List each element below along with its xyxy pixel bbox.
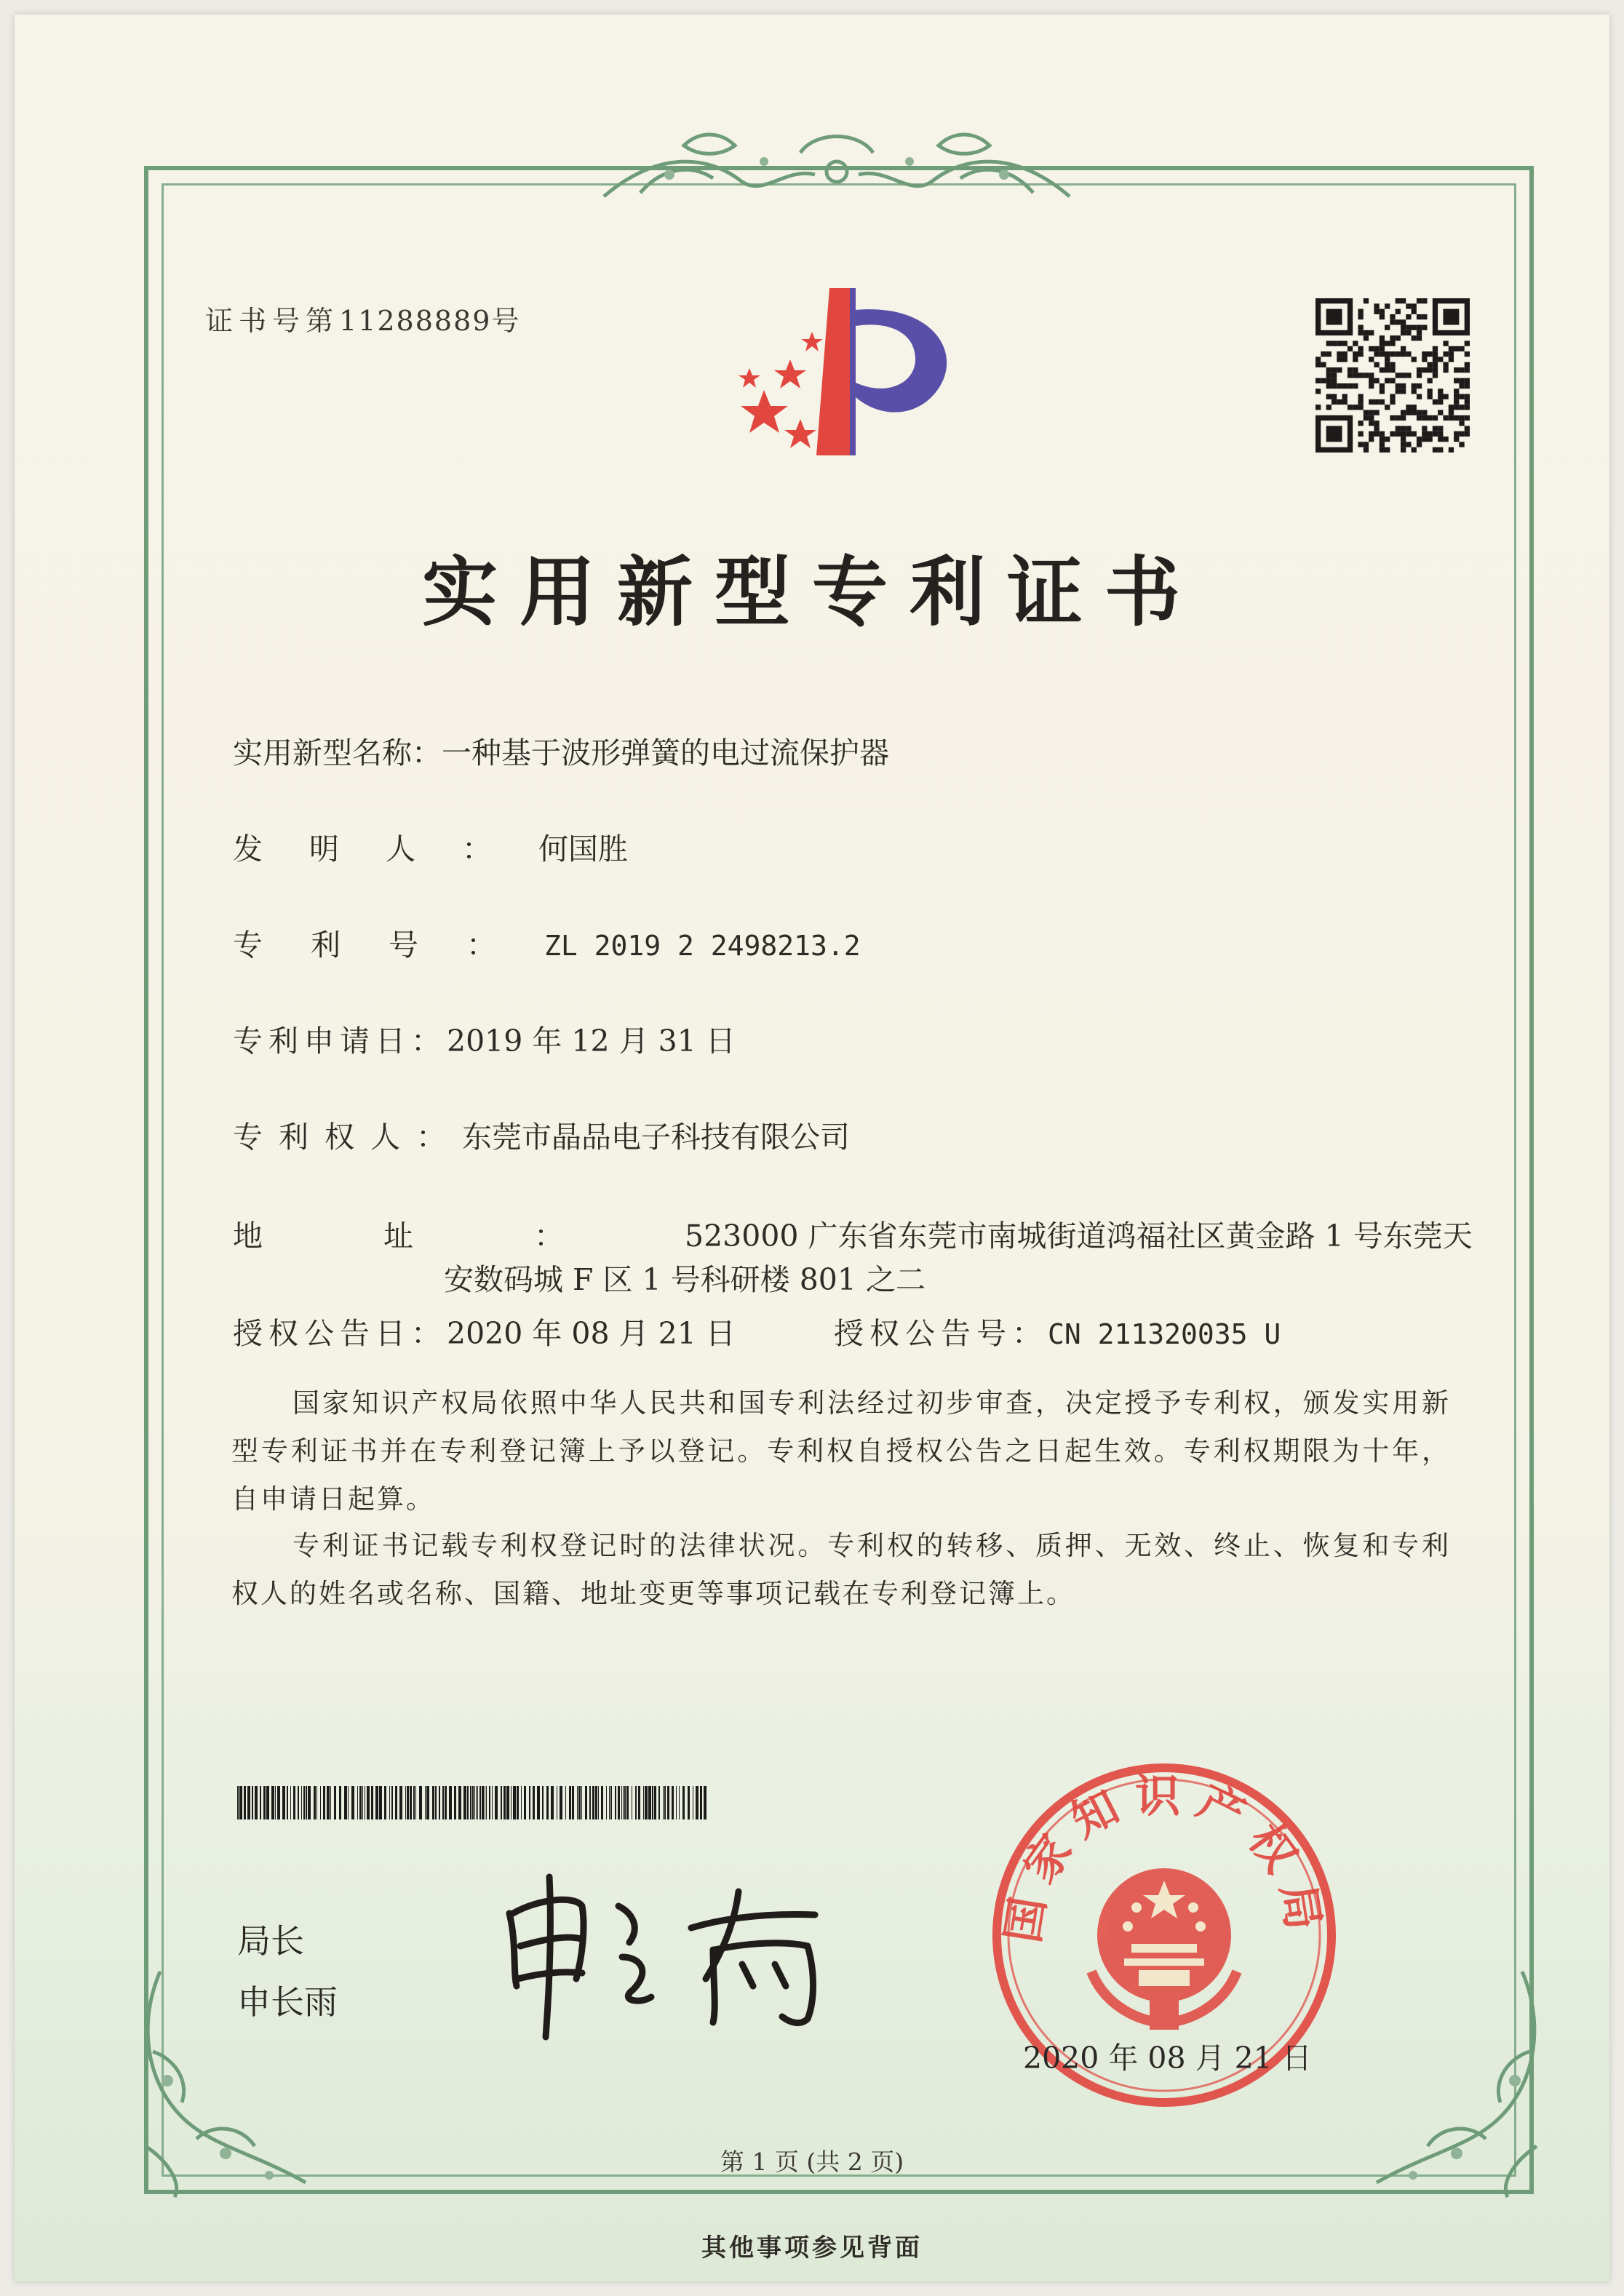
director-name: 申长雨 xyxy=(237,1982,338,2022)
seal-date: 2020 年 08 月 21 日 xyxy=(1023,2041,1312,2076)
field-value: ZL 2019 2 2498213.2 xyxy=(544,930,861,962)
footer-note: 其他事项参见背面 xyxy=(701,2233,923,2263)
certificate-number-value: 11288889 xyxy=(339,305,492,337)
qr-code xyxy=(1315,298,1470,453)
director-signature xyxy=(495,1862,844,2047)
field-label: 专利权人： xyxy=(233,1120,462,1155)
field-value: CN 211320035 U xyxy=(1048,1318,1281,1350)
field-grant-announcement-date xyxy=(233,1310,736,1352)
field-address xyxy=(233,1212,1473,1255)
certificate-title: 实用新型专利证书 xyxy=(421,547,1202,637)
barcode xyxy=(237,1786,710,1819)
field-value: 东莞市晶品电子科技有限公司 xyxy=(462,1120,850,1155)
page-indicator: 第 1 页 (共 2 页) xyxy=(720,2148,904,2176)
paragraph-grant-statement: 国家知识产权局依照中华人民共和国专利法经过初步审查，决定授予专利权，颁发实用新型专利证书并在专利登记簿上予以登记。专利权自授权公告之日起生效。专利权期限为十年，自申请日起算。 xyxy=(231,1387,1451,1515)
certificate-number-prefix: 证书号第 xyxy=(205,305,340,337)
director-title: 局长 xyxy=(237,1921,304,1961)
certificate-number xyxy=(205,298,525,338)
field-grant-announcement-number xyxy=(834,1310,1281,1352)
field-application-date xyxy=(233,1017,736,1060)
field-label: 专利号： xyxy=(233,928,544,962)
top-ornament xyxy=(597,124,1077,211)
field-patent-number xyxy=(233,921,861,964)
field-value: 一种基于波形弹簧的电过流保护器 xyxy=(442,736,889,770)
field-value: 2019 年 12 月 31 日 xyxy=(447,1024,736,1059)
field-utility-model-name xyxy=(233,729,889,772)
field-label: 授权公告号： xyxy=(834,1316,1048,1351)
certificate-number-suffix: 号 xyxy=(491,305,525,337)
field-value: 2020 年 08 月 21 日 xyxy=(447,1316,736,1351)
field-label: 授权公告日： xyxy=(233,1316,447,1351)
field-label: 发明人： xyxy=(233,832,538,866)
field-label: 专利申请日： xyxy=(233,1024,447,1059)
field-address-line2: 安数码城 F 区 1 号科研楼 801 之二 xyxy=(444,1262,926,1297)
field-patentee xyxy=(233,1113,850,1156)
paragraph-legal-status: 专利证书记载专利权登记时的法律状况。专利权的转移、质押、无效、终止、恢复和专利权人的姓名或名称、国籍、地址变更等事项记载在专利登记簿上。 xyxy=(231,1530,1451,1609)
field-inventor xyxy=(233,825,628,868)
field-label: 地址： xyxy=(233,1219,685,1253)
seal-text: 国家知识产权局 xyxy=(995,1769,1333,1947)
field-value-line1: 523000 广东省东莞市南城街道鸿福社区黄金路 1 号东莞天 xyxy=(685,1219,1473,1253)
field-value: 何国胜 xyxy=(538,832,628,866)
field-label: 实用新型名称： xyxy=(233,736,442,770)
cnipa-logo-icon xyxy=(720,281,968,473)
